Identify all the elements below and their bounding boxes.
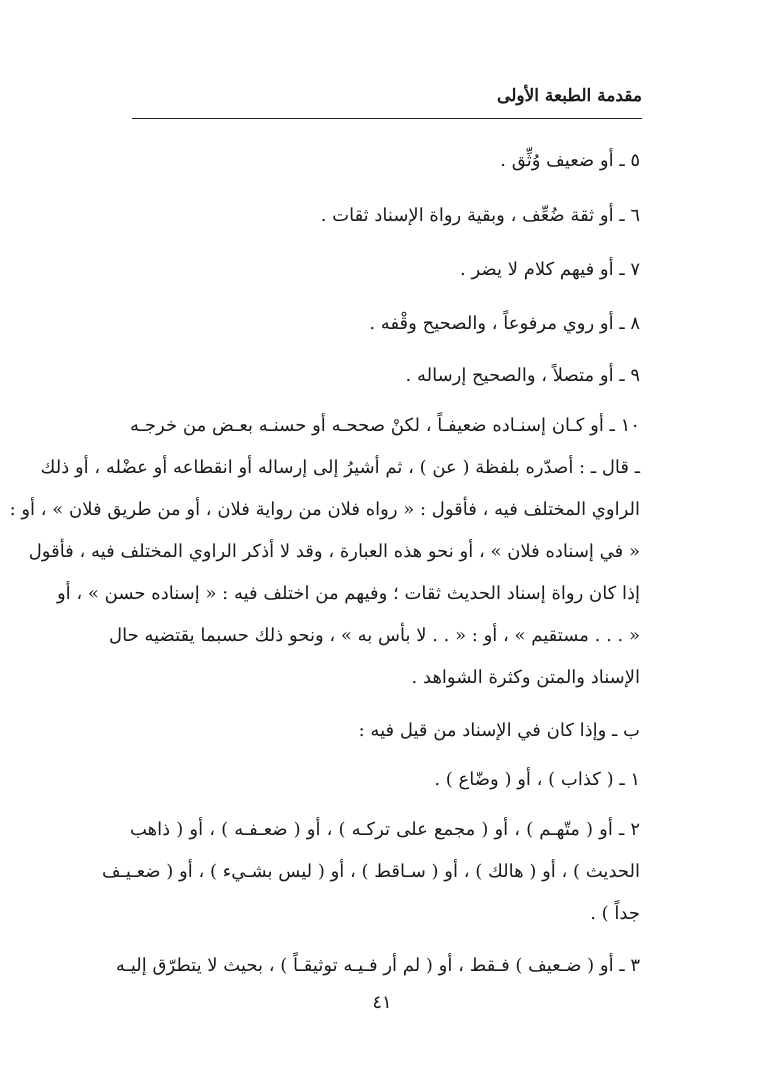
text-line: ٩ ـ أو متصلاً ، والصحيح إرساله . [405,365,640,386]
text-line: « . . . مستقيم » ، أو : « . . لا بأس به » ، ونحو ذلك حسبما يقتضيه حال [109,625,640,646]
text-line: ٧ ـ أو فيهم كلام لا يضر . [460,259,640,280]
text-line: ٦ ـ أو ثقة ضُعِّف ، وبقية رواة الإسناد ثقات . [320,205,640,226]
text-line: الإسناد والمتن وكثرة الشواهد . [411,667,640,688]
text-line: ٣ ـ أو ( ضـعيف ) فـقط ، أو ( لم أر فـيـه توثيقـاً ) ، بحيث لا يتطرّق إليـه [115,955,640,976]
text-line: ١٠ ـ أو كـان إسنـاده ضعيفـاً ، لكنْ صححـه أو حسنـه بعـض من خرجـه [130,415,640,436]
text-line: ١ ـ ( كذاب ) ، أو ( وضّاع ) . [434,769,640,790]
text-line: الراوي المختلف فيه ، فأقول : « رواه فلان من رواية فلان ، أو من طريق فلان » ، أو : [9,499,640,520]
text-line: « في إسناده فلان » ، أو نحو هذه العبارة ، وقد لا أذكر الراوي المختلف فيه ، فأقول [28,541,640,562]
text-line: ٢ ـ أو ( متّهـم ) ، أو ( مجمع على تركـه ) ، أو ( ضعـفـه ) ، أو ( ذاهب [130,819,640,840]
header-rule [132,118,642,119]
text-line: الحديث ) ، أو ( هالك ) ، أو ( سـاقط ) ، أو ( ليس بشـيء ) ، أو ( ضعـيـف [102,861,640,882]
text-line: ٥ ـ أو ضعيف وُثِّق . [500,150,640,171]
text-line: ـ قال ـ : أصدّره بلفظة ( عن ) ، ثم أشيرُ إلى إرساله أو انقطاعه أو عضْله ، أو ذلك [40,457,640,478]
running-header: مقدمة الطبعة الأولى [497,86,642,106]
text-line: ٨ ـ أو روي مرفوعاً ، والصحيح وقْفه . [369,313,640,334]
text-line: جداً ) . [590,903,640,924]
text-line: إذا كان رواة إسناد الحديث ثقات ؛ وفيهم من اختلف فيه : « إسناده حسن » ، أو [56,583,640,604]
text-line: ب ـ وإذا كان في الإسناد من قيل فيه : [358,720,640,741]
page-number: ٤١ [372,992,392,1013]
